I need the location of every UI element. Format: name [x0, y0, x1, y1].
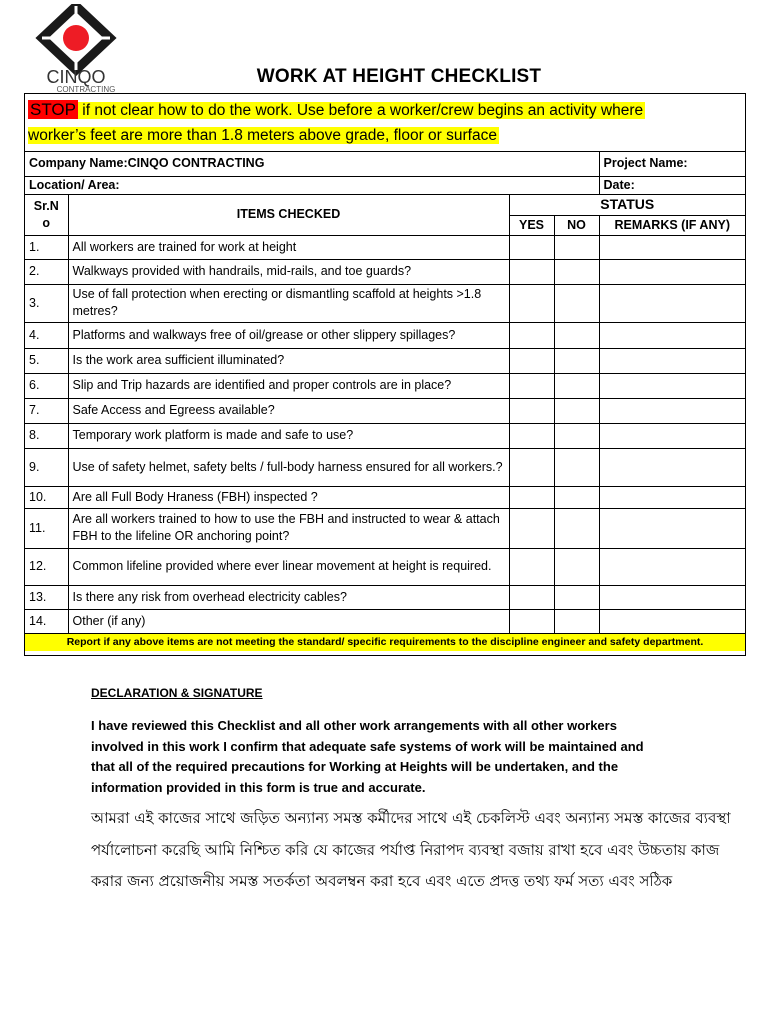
yes-cell[interactable] [509, 448, 554, 486]
no-cell[interactable] [554, 448, 599, 486]
yes-cell[interactable] [509, 423, 554, 448]
no-cell[interactable] [554, 284, 599, 322]
row-number: 14. [25, 609, 68, 633]
checklist-form [24, 93, 746, 656]
row-number: 5. [25, 348, 68, 373]
yes-cell[interactable] [509, 348, 554, 373]
yes-cell[interactable] [509, 508, 554, 548]
checklist-row [25, 448, 745, 486]
yes-cell[interactable] [509, 486, 554, 508]
checklist-row [25, 609, 745, 633]
yes-cell[interactable] [509, 373, 554, 398]
no-cell[interactable] [554, 548, 599, 585]
row-item: Other (if any) [68, 609, 509, 633]
stop-label: STOP [30, 100, 76, 119]
remarks-cell[interactable] [599, 348, 745, 373]
banner-text-line-2: worker’s feet are more than 1.8 meters above grade, floor or surface [28, 127, 497, 144]
row-number: 7. [25, 398, 68, 423]
yes-header: YES [509, 215, 554, 235]
yes-cell[interactable] [509, 398, 554, 423]
remarks-cell[interactable] [599, 609, 745, 633]
no-cell[interactable] [554, 508, 599, 548]
svg-text:CONTRACTING: CONTRACTING [56, 85, 116, 94]
row-item: Walkways provided with handrails, mid-rails, and toe guards? [68, 259, 509, 284]
svg-text:CINQO: CINQO [46, 67, 106, 87]
no-cell[interactable] [554, 585, 599, 609]
row-item: Are all Full Body Hraness (FBH) inspected ? [68, 486, 509, 508]
checklist-row [25, 423, 745, 448]
remarks-cell[interactable] [599, 548, 745, 585]
remarks-cell[interactable] [599, 398, 745, 423]
report-note: Report if any above items are not meeting the standard/ specific requirements to the discipline engineer and safety department. [25, 633, 745, 651]
checklist-row [25, 373, 745, 398]
row-item: Platforms and walkways free of oil/grease or other slippery spillages? [68, 322, 509, 348]
page-title: WORK AT HEIGHT CHECKLIST [256, 66, 542, 87]
row-number: 1. [25, 235, 68, 259]
remarks-cell[interactable] [599, 259, 745, 284]
row-number: 9. [25, 448, 68, 486]
row-item: Safe Access and Egreess available? [68, 398, 509, 423]
row-number: 11. [25, 508, 68, 548]
srno-header: Sr.N o [25, 194, 68, 235]
remarks-cell[interactable] [599, 284, 745, 322]
row-number: 12. [25, 548, 68, 585]
no-cell[interactable] [554, 235, 599, 259]
date-field[interactable]: Date: [599, 176, 745, 194]
remarks-header: REMARKS (IF ANY) [599, 215, 745, 235]
yes-cell[interactable] [509, 322, 554, 348]
no-cell[interactable] [554, 373, 599, 398]
remarks-cell[interactable] [599, 235, 745, 259]
no-cell[interactable] [554, 423, 599, 448]
declaration-text: I have reviewed this Checklist and all other work arrangements with all other workers involved in this work I confirm that adequate safe systems of work will be maintained and that all of the required precautions for Working at Heights will be undertaken, and the information provided in this form is true and accurate. [91, 718, 644, 795]
stop-banner [25, 94, 745, 152]
remarks-cell[interactable] [599, 585, 745, 609]
checklist-row [25, 348, 745, 373]
row-item: All workers are trained for work at height [68, 235, 509, 259]
checklist-row [25, 284, 745, 322]
remarks-cell[interactable] [599, 448, 745, 486]
row-number: 2. [25, 259, 68, 284]
row-number: 10. [25, 486, 68, 508]
declaration-title: DECLARATION & SIGNATURE [91, 686, 263, 700]
checklist-row [25, 322, 745, 348]
checklist-row [25, 548, 745, 585]
row-item: Are all workers trained to how to use the FBH and instructed to wear & attach FBH to the lifeline OR anchoring point? [68, 508, 509, 548]
yes-cell[interactable] [509, 609, 554, 633]
no-cell[interactable] [554, 322, 599, 348]
row-item: Common lifeline provided where ever linear movement at height is required. [68, 548, 509, 585]
yes-cell[interactable] [509, 259, 554, 284]
checklist-row [25, 486, 745, 508]
declaration-bengali-line-2: পর্যালোচনা করেছি আমি নিশ্চিত করি যে কাজের পর্যাপ্ত নিরাপদ ব্যবস্থা বজায় রাখা হবে এবং উচ্চতায় কাজ [91, 841, 720, 859]
checklist-row [25, 508, 745, 548]
remarks-cell[interactable] [599, 423, 745, 448]
no-header: NO [554, 215, 599, 235]
row-number: 13. [25, 585, 68, 609]
row-number: 3. [25, 284, 68, 322]
yes-cell[interactable] [509, 284, 554, 322]
remarks-cell[interactable] [599, 508, 745, 548]
project-name-field[interactable]: Project Name: [599, 152, 745, 176]
checklist-row [25, 585, 745, 609]
banner-text-line-1: if not clear how to do the work. Use before a worker/crew begins an activity where [77, 102, 644, 119]
checklist-row [25, 398, 745, 423]
row-number: 4. [25, 322, 68, 348]
no-cell[interactable] [554, 398, 599, 423]
row-item: Slip and Trip hazards are identified and proper controls are in place? [68, 373, 509, 398]
row-item: Is the work area sufficient illuminated? [68, 348, 509, 373]
remarks-cell[interactable] [599, 373, 745, 398]
row-item: Use of fall protection when erecting or dismantling scaffold at heights >1.8 metres? [68, 284, 509, 322]
no-cell[interactable] [554, 348, 599, 373]
row-item: Temporary work platform is made and safe to use? [68, 423, 509, 448]
declaration-bengali-line-1: আমরা এই কাজের সাথে জড়িত অন্যান্য সমস্ত কর্মীদের সাথে এই চেকলিস্ট এবং অন্যান্য সমস্ত কাজের ব্যবস্থা [91, 809, 731, 827]
row-item: Use of safety helmet, safety belts / full-body harness ensured for all workers.? [68, 448, 509, 486]
no-cell[interactable] [554, 609, 599, 633]
yes-cell[interactable] [509, 585, 554, 609]
items-checked-header: ITEMS CHECKED [68, 194, 509, 235]
declaration-bengali-line-3: করার জন্য প্রয়োজনীয় সমস্ত সতর্কতা অবলম্বন করা হবে এবং এতে প্রদত্ত তথ্য ফর্ম সত্য এবং সঠিক [91, 872, 673, 890]
yes-cell[interactable] [509, 548, 554, 585]
remarks-cell[interactable] [599, 486, 745, 508]
row-number: 8. [25, 423, 68, 448]
yes-cell[interactable] [509, 235, 554, 259]
company-name: Company Name:CINQO CONTRACTING [25, 152, 599, 176]
no-cell[interactable] [554, 259, 599, 284]
checklist-row [25, 235, 745, 259]
location-field[interactable]: Location/ Area: [25, 176, 599, 194]
no-cell[interactable] [554, 486, 599, 508]
row-item: Is there any risk from overhead electricity cables? [68, 585, 509, 609]
checklist-table [25, 152, 745, 651]
checklist-row [25, 259, 745, 284]
remarks-cell[interactable] [599, 322, 745, 348]
status-header: STATUS [509, 194, 745, 215]
row-number: 6. [25, 373, 68, 398]
